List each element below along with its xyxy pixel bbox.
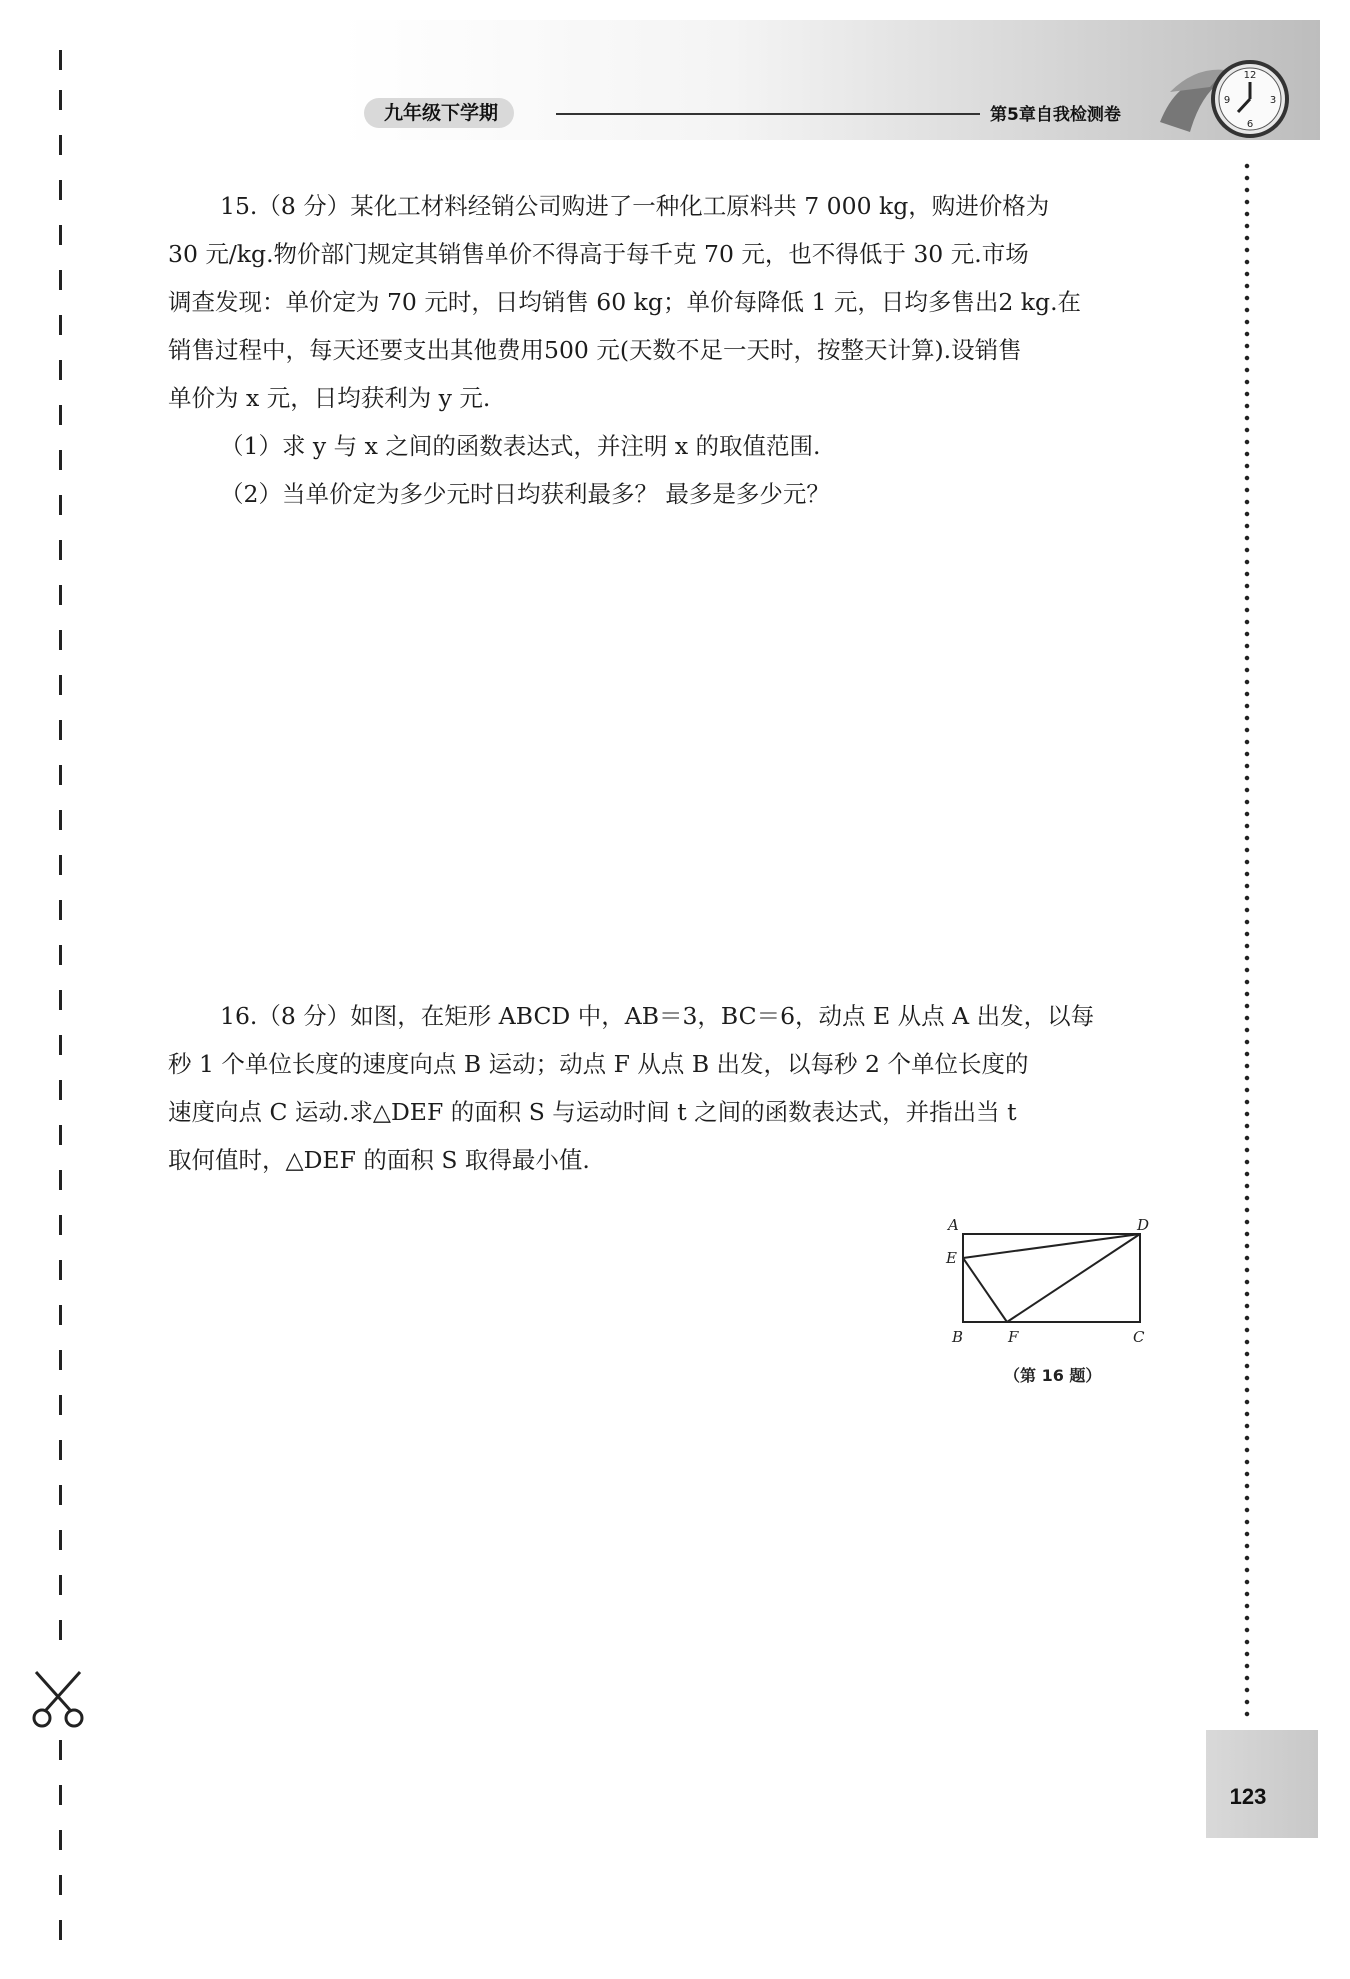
rectangle-abcd [963, 1234, 1140, 1322]
clock-9: 9 [1223, 95, 1231, 106]
label-d: D [1137, 1216, 1150, 1234]
segment-fd [1007, 1234, 1140, 1322]
header-rule [556, 113, 980, 115]
p15-line1: 15.（8 分）某化工材料经销公司购进了一种化工原料共 7 000 kg，购进价格为 [220, 192, 1050, 220]
clock-6: 6 [1246, 119, 1254, 130]
p16-line2: 秒 1 个单位长度的速度向点 B 运动；动点 F 从点 B 出发，以每秒 2 个单位长度的 [168, 1050, 1029, 1078]
figure-caption: （第 16 题） [1004, 1366, 1102, 1385]
p15-line3: 调查发现：单价定为 70 元时，日均销售 60 kg；单价每降低 1 元，日均多售出2 kg.在 [168, 288, 1082, 316]
chapter-label: 第5章自我检测卷 [990, 105, 1121, 125]
p15-q1: （1）求 y 与 x 之间的函数表达式，并注明 x 的取值范围. [220, 432, 821, 460]
p15-line5: 单价为 x 元，日均获利为 y 元. [168, 384, 491, 412]
scissors-icon [28, 1670, 88, 1730]
problem-16 [168, 992, 1153, 1184]
p16-line4: 取何值时，△DEF 的面积 S 取得最小值. [168, 1146, 590, 1174]
page-number: 123 [1229, 1784, 1267, 1809]
p15-line2: 30 元/kg.物价部门规定其销售单价不得高于每千克 70 元，也不得低于 30 元.市场 [168, 240, 1029, 268]
p15-line4: 销售过程中，每天还要支出其他费用500 元(天数不足一天时，按整天计算).设销售 [168, 336, 1022, 364]
label-b: B [952, 1328, 964, 1346]
label-a: A [948, 1216, 959, 1234]
clock-runner-icon [1150, 52, 1290, 147]
grade-label: 九年级下学期 [364, 98, 514, 128]
cut-line [54, 40, 66, 1950]
p15-q2: （2）当单价定为多少元时日均获利最多？ 最多是多少元？ [220, 480, 830, 508]
problem-15 [168, 182, 1153, 518]
segment-ed [963, 1234, 1140, 1258]
p16-line1: 16.（8 分）如图，在矩形 ABCD 中，AB＝3，BC＝6，动点 E 从点 A 出发，以每 [220, 1002, 1095, 1030]
label-c: C [1133, 1328, 1145, 1346]
segment-ef [963, 1258, 1007, 1322]
clock-12: 12 [1243, 70, 1257, 81]
label-f: F [1008, 1328, 1019, 1346]
dotted-border [1244, 160, 1250, 1720]
label-e: E [946, 1249, 957, 1267]
p16-line3: 速度向点 C 运动.求△DEF 的面积 S 与运动时间 t 之间的函数表达式，并指出当 t [168, 1098, 1017, 1126]
clock-3: 3 [1269, 95, 1277, 106]
